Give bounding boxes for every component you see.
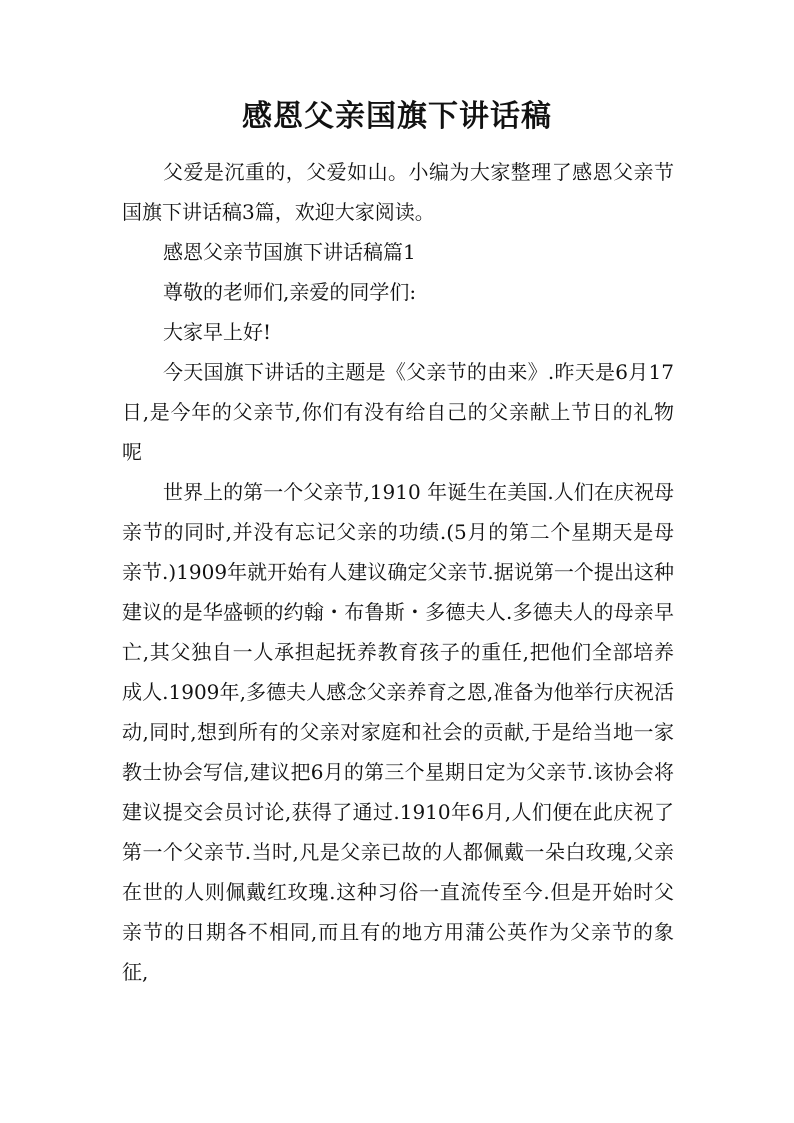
section-heading: 感恩父亲节国旗下讲话稿篇1 [163, 240, 416, 264]
document-body [122, 152, 674, 992]
document-title: 感恩父亲国旗下讲话稿 [242, 99, 552, 134]
greeting: 大家早上好! [163, 320, 272, 344]
intro-paragraph: 父爱是沉重的，父爱如山。小编为大家整理了感恩父亲节国旗下讲话稿3篇，欢迎大家阅读。 [122, 160, 674, 224]
body-paragraph: 今天国旗下讲话的主题是《父亲节的由来》.昨天是6月17日,是今年的父亲节,你们有没有给自己的父亲献上节日的礼物呢 [122, 360, 674, 464]
salutation: 尊敬的老师们,亲爱的同学们: [163, 280, 417, 304]
body-paragraph: 世界上的第一个父亲节,1910 年诞生在美国.人们在庆祝母亲节的同时,并没有忘记父亲的功绩.(5月的第二个星期天是母亲节.)1909年就开始有人建议确定父亲节.据说第一个提出这种建议的是华盛顿的约翰・布鲁斯・多德夫人.多德夫人的母亲早亡,其父独自一人承担起抚养教育孩子的重任,把他们全部培养成人.1909年,多德夫人感念父亲养育之恩,准备为他举行庆祝活动,同时,想到所有的父亲对家庭和社会的贡献,于是给当地一家教士协会写信,建议把6月的第三个星期日定为父亲节.该协会将建议提交会员讨论,获得了通过.1910年6月,人们便在此庆祝了第一个父亲节.当时,凡是父亲已故的人都佩戴一朵白玫瑰,父亲在世的人则佩戴红玫瑰.这种习俗一直流传至今.但是开始时父亲节的日期各不相同,而且有的地方用蒲公英作为父亲节的象征, [122, 480, 674, 984]
